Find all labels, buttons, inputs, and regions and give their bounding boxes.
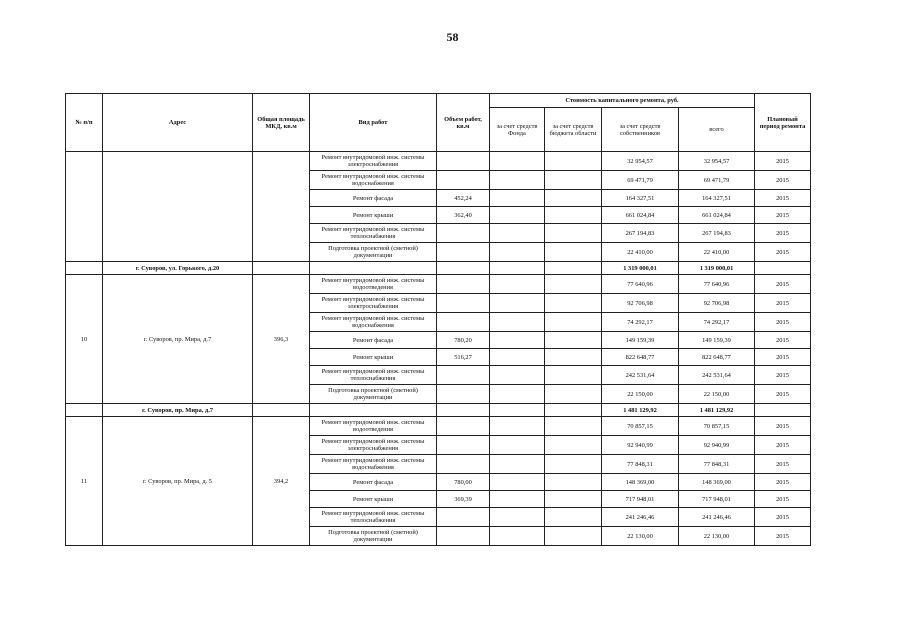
volume-cell: 452,24: [437, 190, 490, 207]
owners-cell: 70 857,15: [602, 417, 679, 436]
owners-cell: 92 940,99: [602, 436, 679, 455]
total-area: [253, 262, 310, 275]
budget-cell: [545, 207, 602, 224]
work-type-cell: Подготовка проектной (сметной) документации: [310, 243, 437, 262]
fund-cell: [490, 294, 545, 313]
fund-cell: [490, 366, 545, 385]
row-address: [103, 152, 253, 262]
year-cell: 2015: [755, 243, 811, 262]
total-work: [310, 404, 437, 417]
budget-cell: [545, 243, 602, 262]
owners-cell: 32 954,57: [602, 152, 679, 171]
budget-cell: [545, 455, 602, 474]
owners-cell: 22 150,00: [602, 385, 679, 404]
fund-cell: [490, 385, 545, 404]
page-number: 58: [446, 30, 459, 44]
table-row: [66, 152, 811, 171]
work-type-cell: Ремонт крыши: [310, 207, 437, 224]
row-address: г. Суворов, пр. Мира, д. 5: [103, 417, 253, 546]
volume-cell: [437, 436, 490, 455]
total-owners: 1 319 000,01: [602, 262, 679, 275]
work-type-cell: Ремонт фасада: [310, 332, 437, 349]
year-cell: 2015: [755, 491, 811, 508]
total-cell: 77 848,31: [679, 455, 755, 474]
volume-cell: 780,00: [437, 474, 490, 491]
volume-cell: [437, 455, 490, 474]
total-cell: 148 369,00: [679, 474, 755, 491]
owners-cell: 77 848,31: [602, 455, 679, 474]
total-cell: 22 130,00: [679, 527, 755, 546]
fund-cell: [490, 171, 545, 190]
owners-cell: 77 640,96: [602, 275, 679, 294]
year-cell: 2015: [755, 527, 811, 546]
owners-cell: 241 246,46: [602, 508, 679, 527]
total-sum: 1 319 000,01: [679, 262, 755, 275]
budget-cell: [545, 491, 602, 508]
total-cell: 241 246,46: [679, 508, 755, 527]
fund-cell: [490, 243, 545, 262]
work-type-cell: Ремонт внутридомовой инж. системы водоснабжения: [310, 313, 437, 332]
budget-cell: [545, 171, 602, 190]
work-type-cell: Ремонт внутридомовой инж. системы водоотведения: [310, 417, 437, 436]
total-cell: 92 940,99: [679, 436, 755, 455]
volume-cell: 516,27: [437, 349, 490, 366]
budget-cell: [545, 152, 602, 171]
work-type-cell: Ремонт внутридомовой инж. системы водоотведения: [310, 275, 437, 294]
owners-cell: 267 194,83: [602, 224, 679, 243]
total-cell: 77 640,96: [679, 275, 755, 294]
volume-cell: [437, 243, 490, 262]
budget-cell: [545, 313, 602, 332]
total-cell: 149 159,39: [679, 332, 755, 349]
fund-cell: [490, 224, 545, 243]
fund-cell: [490, 527, 545, 546]
total-cell: 22 410,00: [679, 243, 755, 262]
fund-cell: [490, 190, 545, 207]
work-type-cell: Ремонт внутридомовой инж. системы теплоснабжения: [310, 366, 437, 385]
year-cell: 2015: [755, 207, 811, 224]
row-num: 10: [66, 275, 103, 404]
owners-cell: 717 948,01: [602, 491, 679, 508]
fund-cell: [490, 349, 545, 366]
year-cell: 2015: [755, 152, 811, 171]
year-cell: 2015: [755, 313, 811, 332]
budget-cell: [545, 417, 602, 436]
work-type-cell: Ремонт внутридомовой инж. системы водоснабжения: [310, 171, 437, 190]
owners-cell: 148 369,00: [602, 474, 679, 491]
work-type-cell: Ремонт фасада: [310, 474, 437, 491]
year-cell: 2015: [755, 436, 811, 455]
volume-cell: [437, 385, 490, 404]
total-cell: 32 954,57: [679, 152, 755, 171]
owners-cell: 822 648,77: [602, 349, 679, 366]
budget-cell: [545, 508, 602, 527]
fund-cell: [490, 152, 545, 171]
year-cell: 2015: [755, 190, 811, 207]
total-cell: 69 471,79: [679, 171, 755, 190]
total-budget: [545, 262, 602, 275]
budget-cell: [545, 294, 602, 313]
total-cell: 74 292,17: [679, 313, 755, 332]
header-cost-group: Стоимость капитального ремонта, руб.: [490, 94, 755, 108]
fund-cell: [490, 491, 545, 508]
year-cell: 2015: [755, 332, 811, 349]
fund-cell: [490, 474, 545, 491]
volume-cell: [437, 508, 490, 527]
total-cell: 267 194,83: [679, 224, 755, 243]
total-cell: 70 857,15: [679, 417, 755, 436]
work-type-cell: Ремонт крыши: [310, 349, 437, 366]
row-address: г. Суворов, пр. Мира, д.7: [103, 275, 253, 404]
owners-cell: 22 410,00: [602, 243, 679, 262]
table-row: [66, 417, 811, 436]
volume-cell: [437, 527, 490, 546]
total-row: [66, 262, 811, 275]
header-fund: за счет средств Фонда: [490, 108, 545, 152]
year-cell: 2015: [755, 366, 811, 385]
work-type-cell: Ремонт внутридомовой инж. системы теплоснабжения: [310, 508, 437, 527]
table-body: [66, 152, 811, 546]
year-cell: 2015: [755, 224, 811, 243]
fund-cell: [490, 275, 545, 294]
fund-cell: [490, 508, 545, 527]
budget-cell: [545, 224, 602, 243]
header-num: № п/п: [66, 94, 103, 152]
total-cell: 661 024,84: [679, 207, 755, 224]
owners-cell: 661 024,84: [602, 207, 679, 224]
work-type-cell: Ремонт внутридомовой инж. системы водоснабжения: [310, 455, 437, 474]
table-row: [66, 275, 811, 294]
header-address: Адрес: [103, 94, 253, 152]
year-cell: 2015: [755, 455, 811, 474]
fund-cell: [490, 313, 545, 332]
year-cell: 2015: [755, 508, 811, 527]
budget-cell: [545, 275, 602, 294]
total-fund: [490, 262, 545, 275]
work-type-cell: Подготовка проектной (сметной) документации: [310, 527, 437, 546]
owners-cell: 242 531,64: [602, 366, 679, 385]
row-num: 11: [66, 417, 103, 546]
budget-cell: [545, 527, 602, 546]
header-owners: за счет средств собственников: [602, 108, 679, 152]
volume-cell: [437, 417, 490, 436]
budget-cell: [545, 332, 602, 349]
budget-cell: [545, 474, 602, 491]
total-label: г. Суворов, пр. Мира, д.7: [103, 404, 253, 417]
work-type-cell: Ремонт внутридомовой инж. системы теплоснабжения: [310, 224, 437, 243]
header-budget: за счет средств бюджета области: [545, 108, 602, 152]
year-cell: 2015: [755, 171, 811, 190]
volume-cell: [437, 366, 490, 385]
volume-cell: [437, 171, 490, 190]
year-cell: 2015: [755, 417, 811, 436]
owners-cell: 69 471,79: [602, 171, 679, 190]
total-label: г. Суворов, ул. Горького, д.20: [103, 262, 253, 275]
budget-cell: [545, 436, 602, 455]
owners-cell: 22 130,00: [602, 527, 679, 546]
header-area: Общая площадь МКД, кв.м: [253, 94, 310, 152]
year-cell: 2015: [755, 294, 811, 313]
total-cell: 822 648,77: [679, 349, 755, 366]
header-total: всего: [679, 108, 755, 152]
budget-cell: [545, 385, 602, 404]
work-type-cell: Ремонт фасада: [310, 190, 437, 207]
owners-cell: 164 327,51: [602, 190, 679, 207]
fund-cell: [490, 332, 545, 349]
work-type-cell: Ремонт внутридомовой инж. системы электроснабжения: [310, 436, 437, 455]
work-type-cell: Ремонт крыши: [310, 491, 437, 508]
total-cell: 717 948,01: [679, 491, 755, 508]
year-cell: 2015: [755, 275, 811, 294]
total-fund: [490, 404, 545, 417]
total-year: [755, 404, 811, 417]
fund-cell: [490, 436, 545, 455]
repair-table: [65, 93, 811, 546]
total-year: [755, 262, 811, 275]
header-period: Плановый период ремонта: [755, 94, 811, 152]
volume-cell: 780,20: [437, 332, 490, 349]
header-work-type: Вид работ: [310, 94, 437, 152]
total-sum: 1 481 129,92: [679, 404, 755, 417]
volume-cell: [437, 313, 490, 332]
total-cell: 22 150,00: [679, 385, 755, 404]
total-cell: 164 327,51: [679, 190, 755, 207]
work-type-cell: Ремонт внутридомовой инж. системы электроснабжения: [310, 152, 437, 171]
volume-cell: 369,39: [437, 491, 490, 508]
volume-cell: [437, 152, 490, 171]
row-num: [66, 152, 103, 262]
total-cell: 242 531,64: [679, 366, 755, 385]
volume-cell: [437, 224, 490, 243]
total-work: [310, 262, 437, 275]
owners-cell: 92 706,98: [602, 294, 679, 313]
budget-cell: [545, 349, 602, 366]
volume-cell: 362,40: [437, 207, 490, 224]
total-spacer: [66, 404, 103, 417]
row-area: [253, 152, 310, 262]
year-cell: 2015: [755, 474, 811, 491]
row-area: 396,3: [253, 275, 310, 404]
total-volume: [437, 262, 490, 275]
fund-cell: [490, 207, 545, 224]
fund-cell: [490, 417, 545, 436]
total-owners: 1 481 129,92: [602, 404, 679, 417]
volume-cell: [437, 275, 490, 294]
fund-cell: [490, 455, 545, 474]
work-type-cell: Ремонт внутридомовой инж. системы электроснабжения: [310, 294, 437, 313]
budget-cell: [545, 190, 602, 207]
budget-cell: [545, 366, 602, 385]
total-volume: [437, 404, 490, 417]
volume-cell: [437, 294, 490, 313]
total-row: [66, 404, 811, 417]
work-type-cell: Подготовка проектной (сметной) документации: [310, 385, 437, 404]
total-area: [253, 404, 310, 417]
total-cell: 92 706,98: [679, 294, 755, 313]
header-volume: Объем работ, кв.м: [437, 94, 490, 152]
owners-cell: 74 292,17: [602, 313, 679, 332]
year-cell: 2015: [755, 385, 811, 404]
row-area: 394,2: [253, 417, 310, 546]
owners-cell: 149 159,39: [602, 332, 679, 349]
total-budget: [545, 404, 602, 417]
total-spacer: [66, 262, 103, 275]
year-cell: 2015: [755, 349, 811, 366]
